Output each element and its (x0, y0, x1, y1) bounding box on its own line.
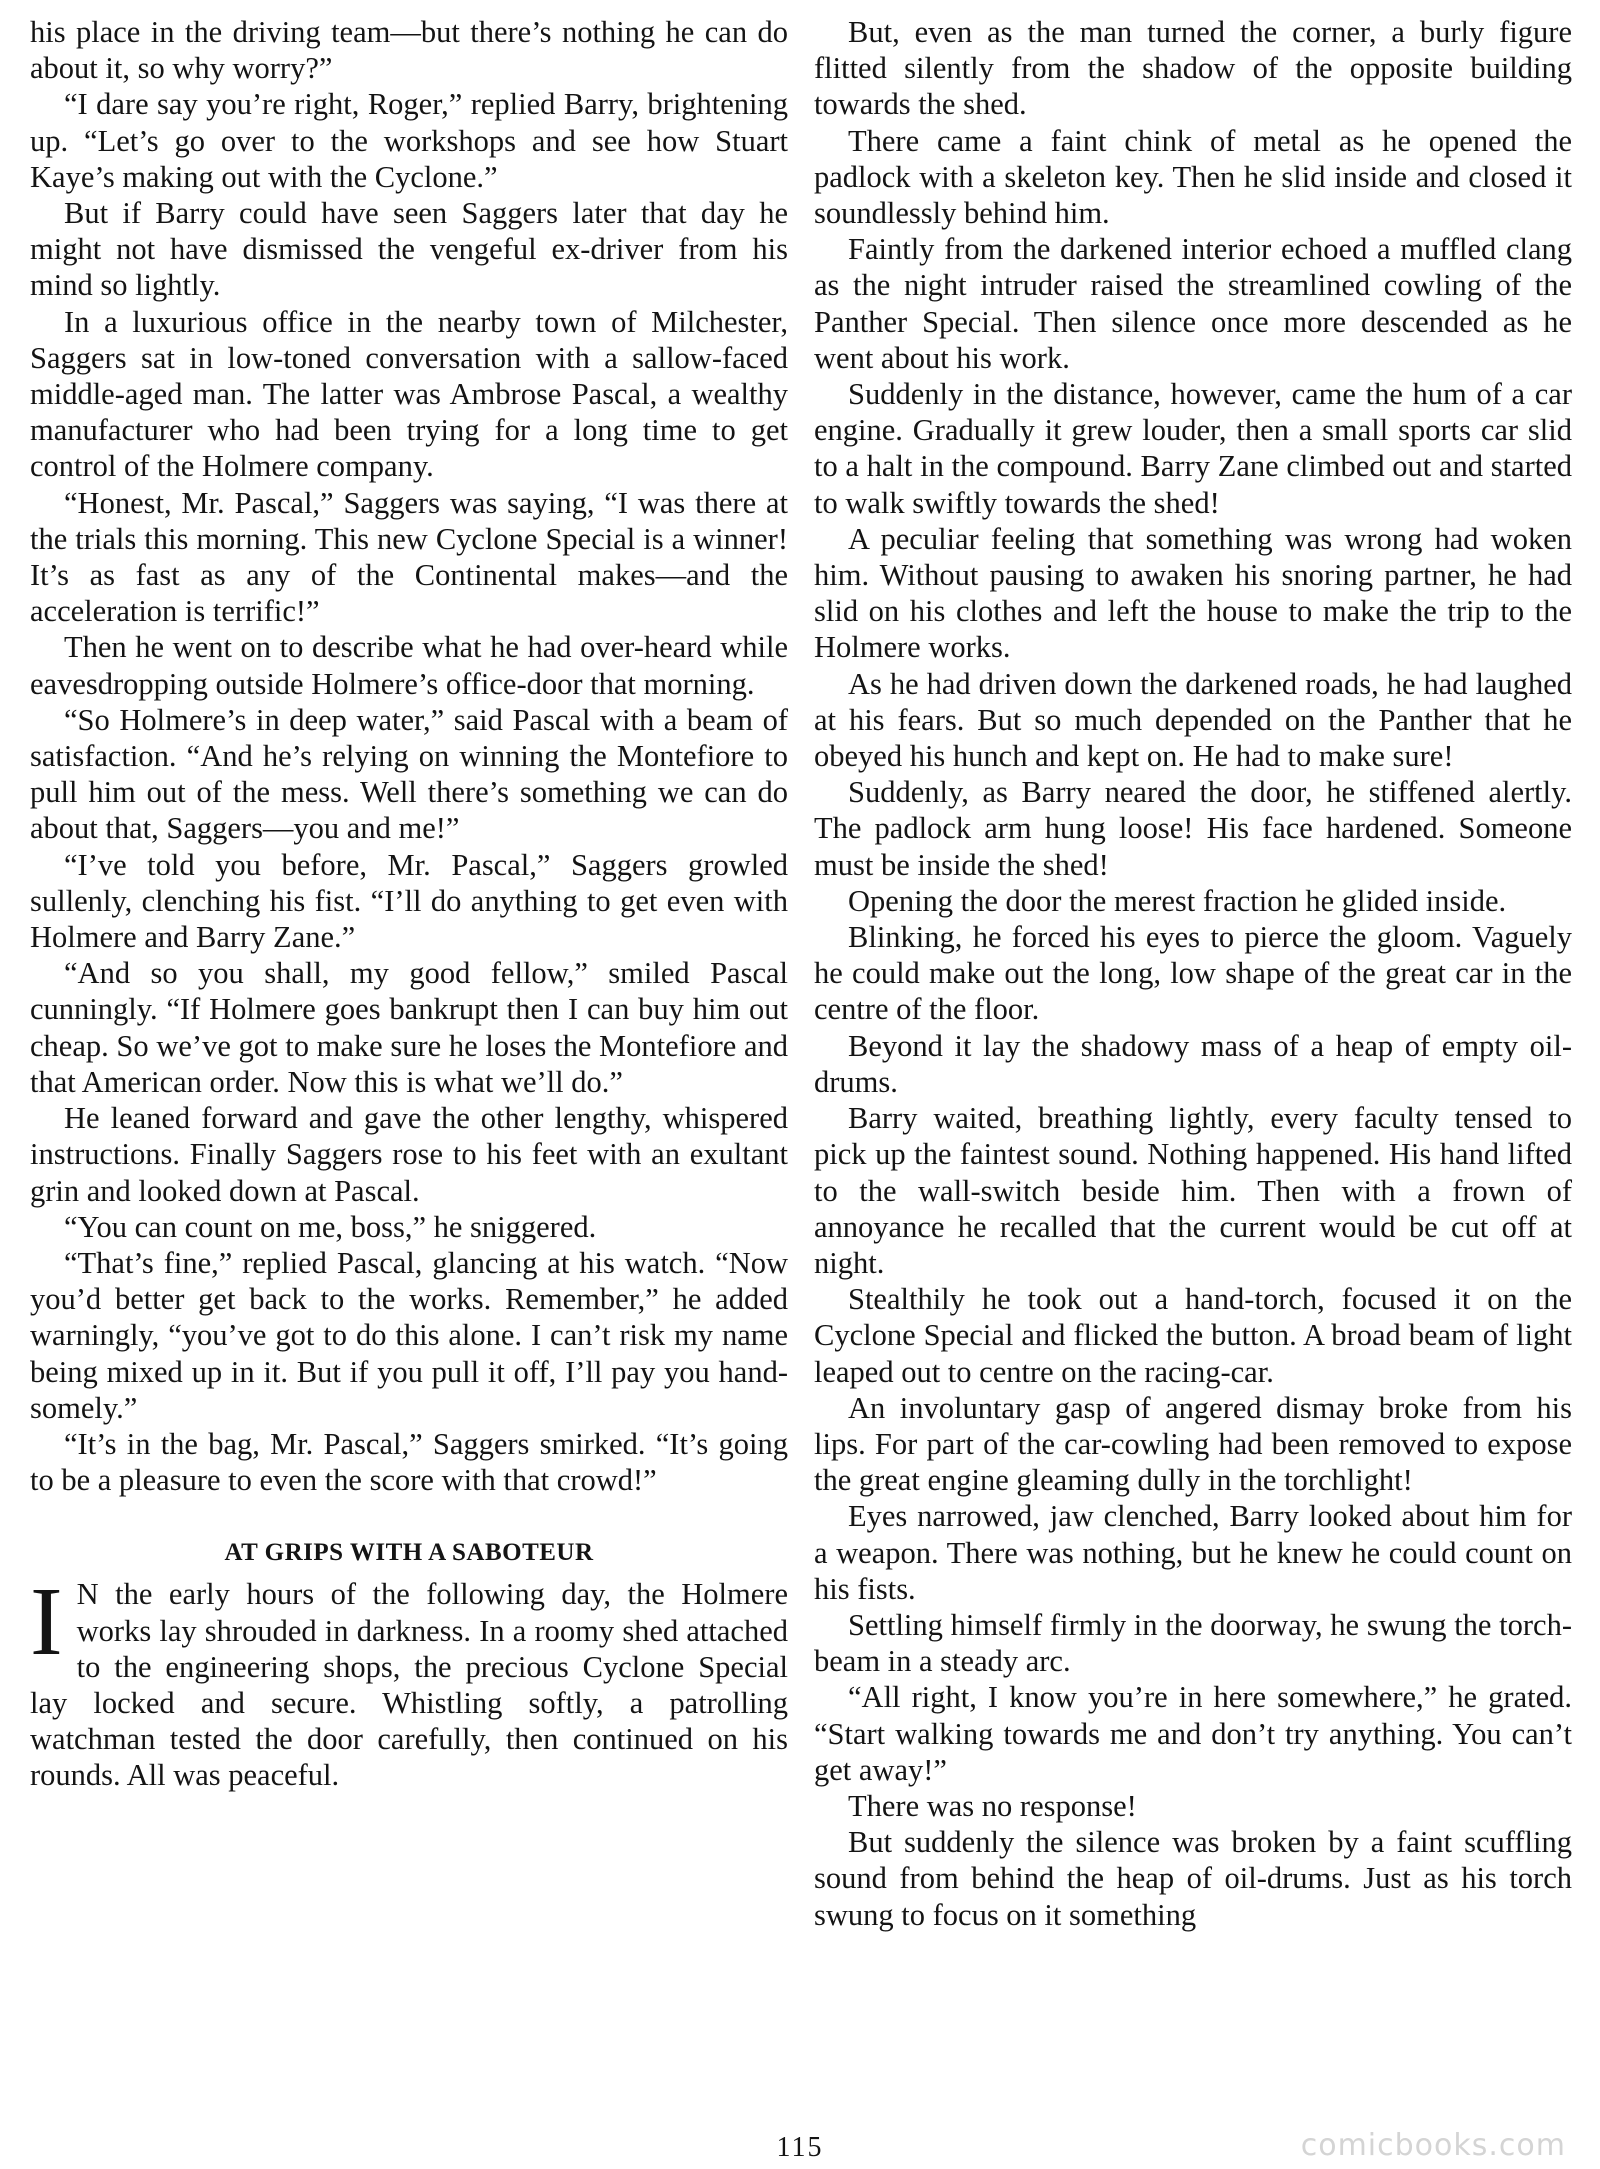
paragraph: Blinking, he forced his eyes to pierce the gloom. Vaguely he could make out the long, low shape of the great car in the centre of the floor. (814, 920, 1572, 1027)
paragraph: In a luxurious office in the nearby town of Milchester, Saggers sat in low-toned conversation with a sallow-faced middle-aged man. The latter was Ambrose Pascal, a wealthy manufacturer who had been trying for a long time to get control of the Holmere company. (30, 304, 788, 484)
paragraph: But, even as the man turned the corner, a burly figure flitted silently from the shadow of the opposite building towards the shed. (814, 15, 1572, 122)
paragraph: “I’ve told you before, Mr. Pascal,” Saggers growled sullenly, clenching his fist. “I’ll do anything to get even with Holmere and Barry Zane.” (30, 847, 788, 955)
paragraph: Suddenly in the distance, however, came the hum of a car engine. Gradually it grew louder, then a small sports car slid to a halt in the compound. Barry Zane climbed out and started to walk swiftly towards the shed! (814, 377, 1572, 520)
paragraph: An involuntary gasp of angered dismay broke from his lips. For part of the car-cowling had been removed to expose the great engine gleaming dully in the torchlight! (814, 1390, 1572, 1498)
paragraph: He leaned forward and gave the other lengthy, whispered instructions. Finally Saggers rose to his feet with an exultant grin and looked down at Pascal. (30, 1101, 788, 1208)
paragraph: Stealthily he took out a hand-torch, focused it on the Cyclone Special and flicked the button. A broad beam of light leaped out to centre on the racing-car. (814, 1282, 1572, 1389)
left-column (30, 14, 788, 1933)
drop-cap: I (30, 1568, 63, 1677)
paragraph: “So Holmere’s in deep water,” said Pascal with a beam of satisfaction. “And he’s relying on winning the Montefiore to pull him out of the mess. Well there’s something we can do about that, Saggers—you and me!” (30, 702, 788, 846)
paragraph: Eyes narrowed, jaw clenched, Barry looked about him for a weapon. There was nothing, but he knew he could count on his fists. (814, 1499, 1572, 1606)
text-columns (30, 14, 1572, 1933)
paragraph: A peculiar feeling that something was wrong had woken him. Without pausing to awaken his snoring partner, he had slid on his clothes and left the house to make the trip to the Holmere works. (814, 521, 1572, 665)
paragraph: Faintly from the darkened interior echoed a muffled clang as the night intruder raised the streamlined cowling of the Panther Special. Then silence once more descended as he went about his work. (814, 232, 1572, 375)
paragraph: “Honest, Mr. Pascal,” Saggers was saying, “I was there at the trials this morning. This new Cyclone Special is a winner! It’s as fast as any of the Continental makes—and the acceleration is terrific!” (30, 485, 788, 629)
paragraph: Settling himself firmly in the doorway, he swung the torch-beam in a steady arc. (814, 1607, 1572, 1679)
paragraph: Opening the door the merest fraction he glided inside. (848, 883, 1507, 918)
paragraph: “I dare say you’re right, Roger,” replied Barry, brightening up. “Let’s go over to the workshops and see how Stuart Kaye’s making out with the Cyclone.” (30, 87, 788, 194)
paragraph: Then he went on to describe what he had over-heard while eavesdropping outside Holmere’s office-door that morning. (30, 630, 788, 701)
paragraph: There came a faint chink of metal as he opened the padlock with a skeleton key. Then he slid inside and closed it soundlessly behind him. (814, 123, 1572, 231)
right-column (814, 14, 1572, 1933)
paragraph: Beyond it lay the shadowy mass of a heap of empty oil-drums. (814, 1028, 1572, 1099)
paragraph: Suddenly, as Barry neared the door, he stiffened alertly. The padlock arm hung loose! His face hardened. Someone must be inside the shed! (814, 775, 1572, 882)
paragraph: “You can count on me, boss,” he sniggered. (64, 1209, 597, 1244)
dropcap-paragraph-text: N the early hours of the following day, the Holmere works lay shrouded in darkness. In a roomy shed attached to the engineering shops, the precious Cyclone Special lay locked and secure. Whistling softly, a patrolling watchman tested the door carefully, then continued on his rounds. All was peaceful. (30, 1577, 788, 1793)
watermark: comicbooks.com (1300, 2128, 1566, 2163)
section-heading: AT GRIPS WITH A SABOTEUR (224, 1539, 594, 1567)
paragraph: But suddenly the silence was broken by a faint scuffling sound from behind the heap of oil-drums. Just as his torch swung to focus on it something (814, 1825, 1572, 1932)
paragraph: “And so you shall, my good fellow,” smiled Pascal cunningly. “If Holmere goes bankrupt then I can buy him out cheap. So we’ve got to make sure he loses the Montefiore and that American order. Now this is what we’ll do.” (30, 956, 788, 1099)
paragraph: There was no response! (848, 1788, 1137, 1823)
paragraph: “All right, I know you’re in here somewhere,” he grated. “Start walking towards me and don’t try anything. You can’t get away!” (814, 1680, 1572, 1787)
dropcap-paragraph (30, 1568, 788, 1793)
page-number: 115 (776, 2132, 824, 2163)
paragraph: Barry waited, breathing lightly, every faculty tensed to pick up the faintest sound. Nothing happened. His hand lifted to the wall-switch beside him. Then with a frown of annoyance he recalled that the current would be cut off at night. (814, 1101, 1572, 1280)
paragraph: “That’s fine,” replied Pascal, glancing at his watch. “Now you’d better get back to the works. Remember,” he added warningly, “you’ve got to do this alone. I can’t risk my name being mixed up in it. But if you pull it off, I’ll pay you hand-somely.” (30, 1245, 788, 1425)
paragraph: As he had driven down the darkened roads, he had laughed at his fears. But so much depended on the Panther that he obeyed his hunch and kept on. He had to make sure! (814, 666, 1572, 774)
paragraph: his place in the driving team—but there’s nothing he can do about it, so why worry?” (30, 15, 788, 86)
paragraph: But if Barry could have seen Saggers later that day he might not have dismissed the vengeful ex-driver from his mind so lightly. (30, 196, 788, 303)
paragraph: “It’s in the bag, Mr. Pascal,” Saggers smirked. “It’s going to be a pleasure to even the score with that crowd!” (30, 1426, 788, 1498)
